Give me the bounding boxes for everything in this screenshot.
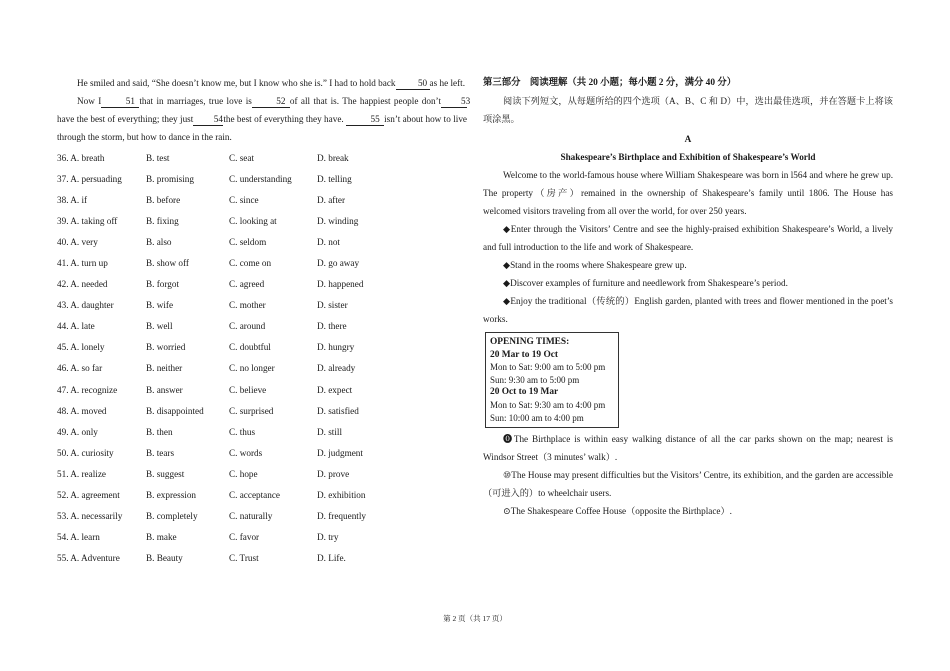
option-row [57,379,467,400]
option-a: 37. A. persuading [57,173,122,184]
left-column [57,74,471,569]
option-c: C. Trust [229,553,259,564]
option-d: D. satisfied [317,405,359,416]
option-d: D. still [317,426,343,437]
option-a: 36. A. breath [57,152,105,163]
option-d: D. expect [317,384,353,395]
option-c: C. agreed [229,279,265,290]
option-a: 51. A. realize [57,468,106,479]
option-row [57,337,467,358]
summer-sunday-hours: Sun: 9:30 am to 5:00 pm [490,374,580,385]
option-row [57,189,467,210]
option-b: B. fixing [146,215,179,226]
option-row [57,168,467,189]
option-d: D. break [317,152,349,163]
option-a: 50. A. curiosity [57,447,114,458]
option-d: D. Life. [317,553,346,564]
option-c: C. believe [229,384,267,395]
option-b: B. before [146,194,181,205]
option-c: C. mother [229,300,266,311]
option-b: B. suggest [146,468,185,479]
opening-times-heading: OPENING TIMES: [490,337,570,347]
winter-sunday-hours: Sun: 10:00 am to 4:00 pm [490,412,584,423]
blank-50: 50 [396,77,430,90]
option-row [57,527,467,548]
option-a: 43. A. daughter [57,300,114,311]
option-b: B. show off [146,258,189,269]
option-row [57,548,467,569]
bullet-visitors-centre: ◆Enter through the Visitors’ Centre and see the highly-praised exhibition Shakespeare’s World, a lively and full introduction to the life and work of Shakespeare. [483,224,893,252]
option-b: B. expression [146,490,197,501]
option-b: B. make [146,532,177,543]
option-row [57,463,467,484]
page-footer: 第 2 页（共 17 页） [443,614,507,623]
option-c: C. naturally [229,511,273,522]
option-c: C. acceptance [229,490,281,501]
option-b: B. test [146,152,170,163]
option-a: 40. A. very [57,236,98,247]
option-d: D. after [317,194,346,205]
bullet-furniture: ◆Discover examples of furniture and needlework from Shakespeare’s period. [503,278,788,288]
period-winter: 20 Oct to 19 Mar [490,387,559,398]
option-b: B. tears [146,447,175,458]
option-row [57,231,467,252]
option-row [57,295,467,316]
option-c: C. understanding [229,173,292,184]
option-a: 45. A. lonely [57,342,105,353]
bullet-rooms: ◆Stand in the rooms where Shakespeare grew up. [503,260,687,270]
option-row [57,252,467,273]
option-b: B. disappointed [146,405,204,416]
option-d: D. judgment [317,447,363,458]
section-title: 第三部分 阅读理解（共 20 小题；每小题 2 分，满分 40 分） [483,78,737,88]
option-c: C. doubtful [229,342,271,353]
option-a: 55. A. Adventure [57,553,120,564]
option-c: C. seat [229,152,255,163]
option-a: 48. A. moved [57,405,107,416]
option-d: D. go away [317,258,360,269]
blank-53: 53 [441,95,467,108]
opening-times-box [485,332,619,428]
blank-52: 52 [252,95,290,108]
reading-instructions: 阅读下列短文，从每题所给的四个选项（A、B、C 和 D）中，选出最佳选项，并在答题卡上将该项涂黑。 [483,96,893,124]
option-d: D. sister [317,300,348,311]
option-c: C. favor [229,532,260,543]
right-column [483,74,893,520]
passage-title: Shakespeare’s Birthplace and Exhibition of Shakespeare’s World [560,152,816,162]
option-b: B. forgot [146,279,180,290]
option-d: D. hungry [317,342,355,353]
cloze-options-list [57,147,467,569]
option-row [57,147,467,168]
option-d: D. happened [317,279,364,290]
summer-weekday-hours: Mon to Sat: 9:00 am to 5:00 pm [490,362,606,373]
bullet-garden: ◆Enjoy the traditional（传统的）English garden, planted with trees and flower mentioned in the poet’s works. [483,296,893,324]
note-wheelchair: ⑩The House may present difficulties but the Visitors’ Centre, its exhibition, and the garden are accessible（可进入的）to wheelchair users. [483,470,893,499]
option-a: 47. A. recognize [57,384,118,395]
option-row [57,400,467,421]
option-d: D. prove [317,468,350,479]
option-a: 49. A. only [57,426,98,437]
option-d: D. not [317,236,340,247]
option-b: B. Beauty [146,553,183,564]
cloze-paragraph-1: He smiled and said, “She doesn’t know me, but I know who she is.” I had to hold back 50 as he left. [77,78,465,88]
option-a: 41. A. turn up [57,258,108,269]
note-coffee-house: ⊙The Shakespeare Coffee House（opposite the Birthplace）. [503,506,732,517]
option-a: 44. A. late [57,321,95,332]
option-b: B. answer [146,384,183,395]
option-d: D. there [317,321,347,332]
blank-51: 51 [101,95,139,108]
option-d: D. frequently [317,511,366,522]
period-summer: 20 Mar to 19 Oct [490,349,559,360]
blank-54: 54 [193,113,223,126]
option-row [57,506,467,527]
option-row [57,485,467,506]
option-d: D. winding [317,215,359,226]
option-b: B. then [146,426,173,437]
option-a: 42. A. needed [57,279,108,290]
option-c: C. since [229,194,259,205]
passage-intro: Welcome to the world-famous house where William Shakespeare was born in l564 and where he grew up. The property（房产）remained in the ownership of Shakespeare’s family until 1806. The House has welcomed visitors traveling from all over the world, for over 250 years. [483,170,893,216]
option-row [57,442,467,463]
option-c: C. surprised [229,405,274,416]
option-c: C. words [229,447,263,458]
option-row [57,210,467,231]
option-row [57,274,467,295]
option-b: B. neither [146,363,183,374]
option-b: B. also [146,236,172,247]
option-c: C. seldom [229,236,267,247]
winter-weekday-hours: Mon to Sat: 9:30 am to 4:00 pm [490,399,606,410]
option-row [57,421,467,442]
option-b: B. well [146,321,173,332]
option-a: 54. A. learn [57,532,100,543]
option-d: D. exhibition [317,490,366,501]
option-c: C. no longer [229,363,275,374]
option-d: D. telling [317,173,352,184]
option-c: C. around [229,321,266,332]
option-row [57,316,467,337]
passage-letter: A [684,134,692,144]
option-c: C. come on [229,258,272,269]
option-b: B. completely [146,511,198,522]
option-row [57,358,467,379]
blank-55: 55 [346,113,384,126]
option-c: C. hope [229,468,258,479]
option-c: C. looking at [229,215,277,226]
option-b: B. worried [146,342,186,353]
option-b: B. promising [146,173,194,184]
option-c: C. thus [229,426,256,437]
option-a: 46. A. so far [57,363,103,374]
option-a: 38. A. if [57,194,88,205]
option-a: 52. A. agreement [57,490,120,501]
option-b: B. wife [146,300,174,311]
cloze-paragraph-2: Now I 51 that in marriages, true love is 52 of all that is. The happiest people don’t 53have the best of everything; they just 54the best of everything they have. 55 isn’t about how to live through the storm, but how to dance in the rain. [57,96,471,142]
option-a: 39. A. taking off [57,215,118,226]
option-d: D. already [317,363,356,374]
option-d: D. try [317,532,339,543]
note-car-parks: ⓿The Birthplace is within easy walking distance of all the car parks shown on the map; nearest is Windsor Street（3 minutes’ walk）. [483,434,893,463]
option-a: 53. A. necessarily [57,511,123,522]
